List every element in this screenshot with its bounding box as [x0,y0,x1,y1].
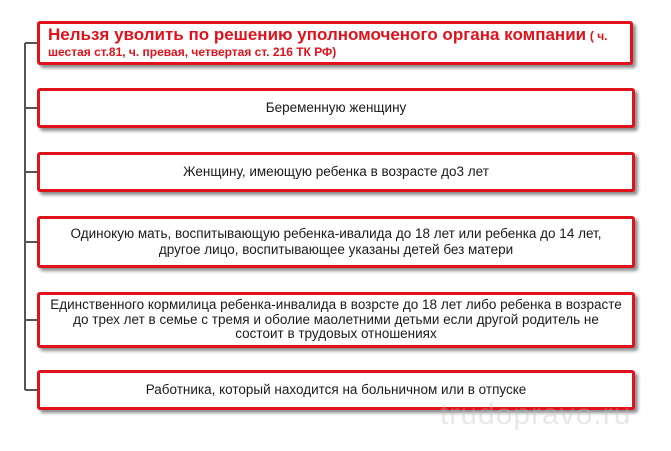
title-box [37,21,633,65]
item-box-single-mother [37,216,635,268]
watermark-text: trudopravo.ru [440,398,632,431]
item-box-sole-breadwinner [37,292,635,348]
title-reference: ( ч. шестая ст.81, ч. превая, четвертая ст. 216 ТК РФ) [48,29,608,59]
title-main: Нельзя уволить по решению уполномоченого органа компании [48,25,587,45]
item-label: Женщину, имеющую ребенка в возрасте до3 лет [183,164,489,180]
title-text [48,26,624,60]
item-label: Одинокую мать, воспитывающую ребенка-ивалида до 18 лет или ребенка до 14 лет, другое лицо, воспитывающее указаны детей без матери [70,226,602,257]
item-label: Беременную женщину [265,100,407,116]
item-label: Единственного кормилица ребенка-инвалида в возрсте до 18 лет либо ребенка в возрасте до трех лет в семье с тремя и оболие маолетними детьми если другой родитель не состоит в трудовых отношениях [50,296,622,342]
item-label: Работника, который находится на больничном или в отпуске [145,382,527,398]
item-box-child-under-3 [37,152,635,192]
item-box-pregnant-woman [37,88,635,128]
